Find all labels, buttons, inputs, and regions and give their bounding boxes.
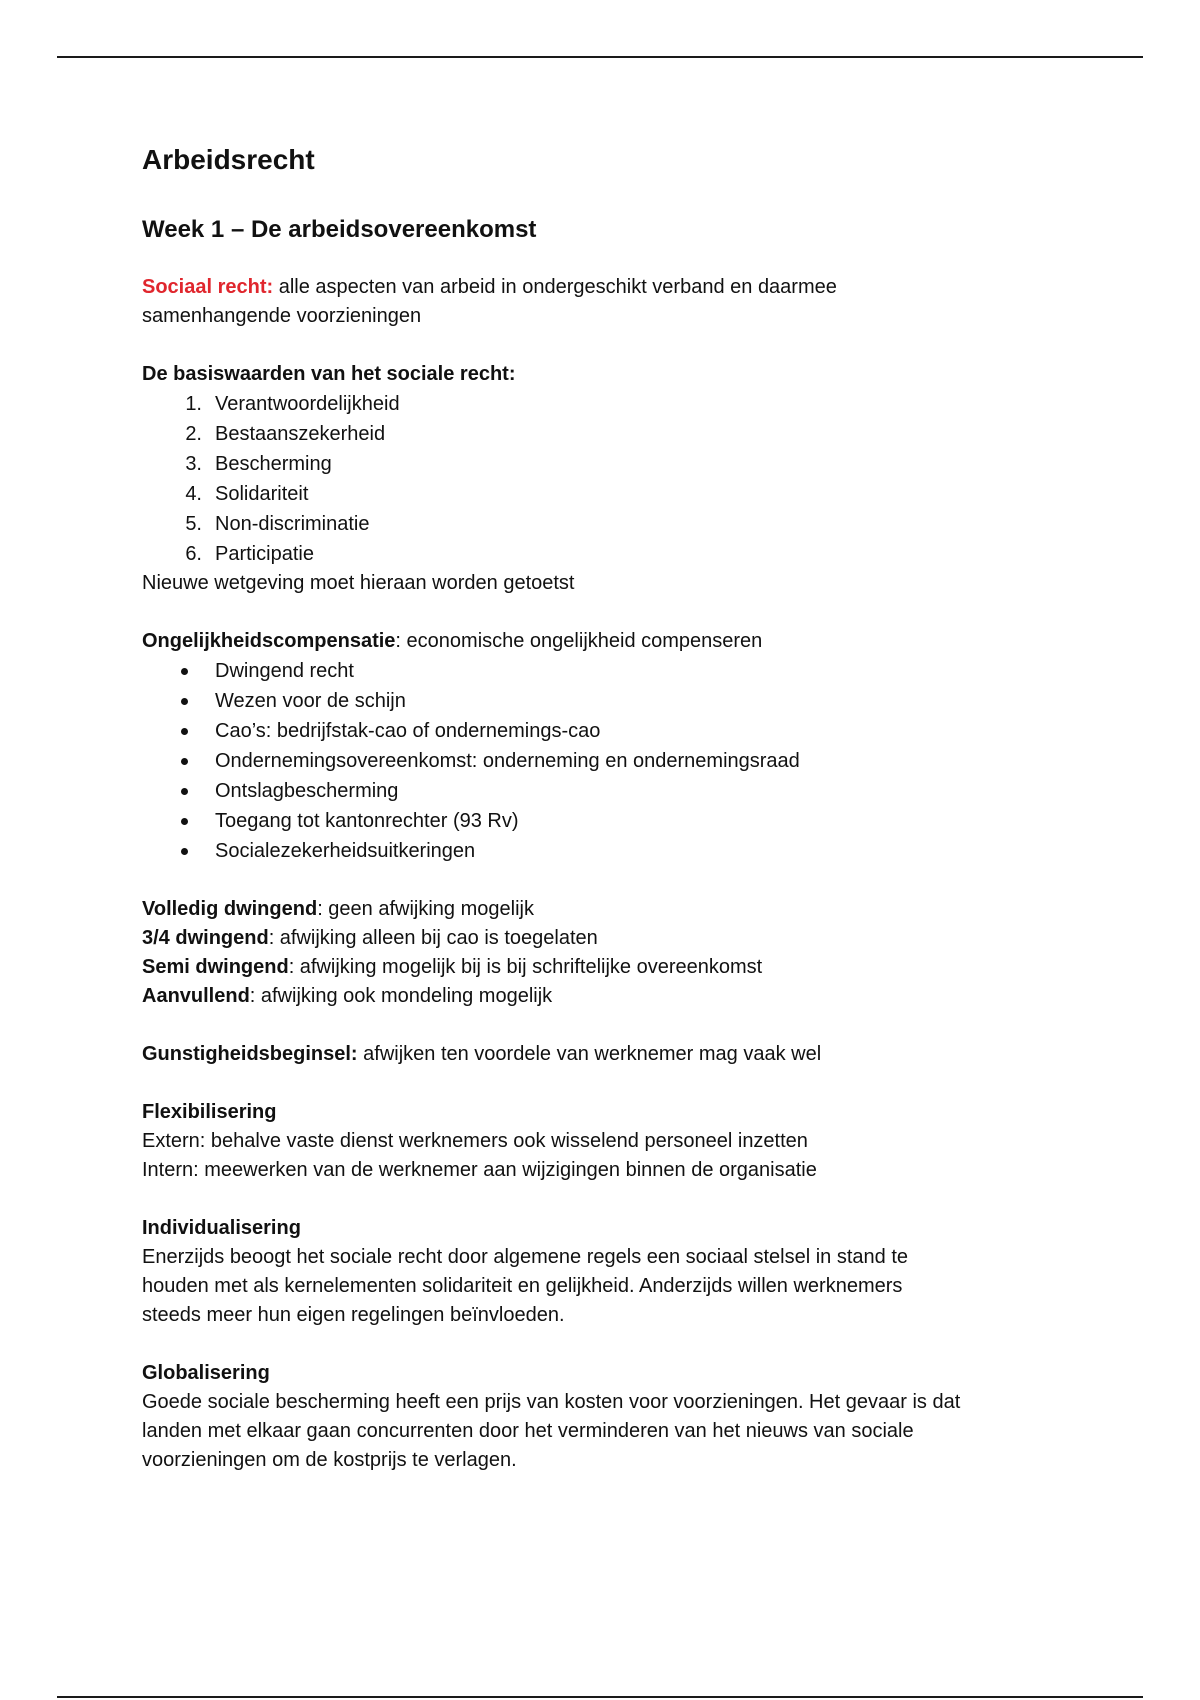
header-rule — [57, 56, 1143, 58]
gunstigheid-text: afwijken ten voordele van werknemer mag vaak wel — [357, 1043, 822, 1065]
paragraph-line: landen met elkaar gaan concurrenten door het verminderen van het nieuws van sociale — [142, 1420, 914, 1442]
list-item-label: Socialezekerheidsuitkeringen — [215, 840, 476, 862]
list-item — [142, 806, 1092, 836]
paragraph-line: Extern: behalve vaste dienst werknemers ook wisselend personeel inzetten — [142, 1130, 808, 1152]
paragraph-line: Enerzijds beoogt het sociale recht door algemene regels een sociaal stelsel in stand te — [142, 1246, 909, 1268]
list-item-label: Non-discriminatie — [215, 513, 370, 535]
globalisering-heading: Globalisering — [142, 1362, 270, 1384]
footer-rule — [57, 1696, 1143, 1698]
individualisering-section — [142, 1214, 1092, 1330]
sociaal-recht-line2: samenhangende voorzieningen — [142, 305, 422, 327]
dwingend-section — [142, 895, 1092, 1011]
document-body — [142, 140, 1092, 1504]
list-item — [142, 479, 1092, 509]
list-item — [142, 686, 1092, 716]
list-item — [142, 746, 1092, 776]
list-number: 6. — [185, 543, 202, 565]
bullet-icon — [181, 668, 188, 675]
individualisering-heading: Individualisering — [142, 1217, 301, 1239]
sociaal-recht-term: Sociaal recht: — [142, 276, 274, 298]
dwingend-term: 3/4 dwingend — [142, 927, 269, 949]
dwingend-text: : afwijking mogelijk bij is bij schriftelijke overeenkomst — [288, 956, 763, 978]
list-item-label: Bescherming — [215, 453, 332, 475]
sociaal-recht-section — [142, 273, 1092, 331]
list-item — [142, 509, 1092, 539]
dwingend-text: : geen afwijking mogelijk — [317, 898, 534, 920]
list-item-label: Dwingend recht — [215, 660, 354, 682]
bullet-icon — [181, 728, 188, 735]
basiswaarden-note: Nieuwe wetgeving moet hieraan worden getoetst — [142, 572, 575, 594]
list-item — [142, 836, 1092, 866]
dwingend-term: Aanvullend — [142, 985, 250, 1007]
bullet-icon — [181, 758, 188, 765]
flexibilisering-section — [142, 1098, 1092, 1185]
bullet-icon — [181, 848, 188, 855]
paragraph-line: Intern: meewerken van de werknemer aan wijzigingen binnen de organisatie — [142, 1159, 817, 1181]
dwingend-line — [142, 895, 1092, 924]
flexibilisering-heading: Flexibilisering — [142, 1101, 277, 1123]
dwingend-term: Volledig dwingend — [142, 898, 318, 920]
list-item-label: Participatie — [215, 543, 314, 565]
bullet-icon — [181, 698, 188, 705]
gunstigheid-section — [142, 1040, 1092, 1069]
bullet-icon — [181, 788, 188, 795]
ongelijkheid-section — [142, 627, 1092, 866]
paragraph-line: houden met als kernelementen solidariteit en gelijkheid. Anderzijds willen werknemers — [142, 1275, 903, 1297]
dwingend-line — [142, 924, 1092, 953]
list-item-label: Bestaanszekerheid — [215, 423, 386, 445]
list-number: 2. — [185, 423, 202, 445]
list-item-label: Solidariteit — [215, 483, 309, 505]
paragraph-line: voorzieningen om de kostprijs te verlagen. — [142, 1449, 517, 1471]
list-item-label: Wezen voor de schijn — [215, 690, 406, 712]
list-number: 1. — [185, 393, 202, 415]
ongelijkheid-term: Ongelijkheidscompensatie — [142, 630, 396, 652]
list-item — [142, 419, 1092, 449]
ongelijkheid-line — [142, 627, 1092, 656]
dwingend-line — [142, 953, 1092, 982]
document-title: Arbeidsrecht — [142, 144, 315, 175]
dwingend-text: : afwijking ook mondeling mogelijk — [249, 985, 553, 1007]
list-item — [142, 656, 1092, 686]
ongelijkheid-definition: : economische ongelijkheid compenseren — [395, 630, 763, 652]
basiswaarden-heading: De basiswaarden van het sociale recht: — [142, 363, 516, 385]
week-heading: Week 1 – De arbeidsovereenkomst — [142, 216, 537, 243]
dwingend-term: Semi dwingend — [142, 956, 289, 978]
gunstigheid-line — [142, 1040, 1092, 1069]
basiswaarden-section — [142, 360, 1092, 598]
list-item-label: Ontslagbescherming — [215, 780, 399, 802]
list-number: 3. — [185, 453, 202, 475]
list-item — [142, 716, 1092, 746]
bullet-icon — [181, 818, 188, 825]
list-number: 4. — [185, 483, 202, 505]
list-item — [142, 389, 1092, 419]
sociaal-recht-line1 — [142, 273, 1092, 302]
globalisering-section — [142, 1359, 1092, 1475]
dwingend-line — [142, 982, 1092, 1011]
paragraph-line: steeds meer hun eigen regelingen beïnvloeden. — [142, 1304, 565, 1326]
list-number: 5. — [185, 513, 202, 535]
gunstigheid-term: Gunstigheidsbeginsel: — [142, 1043, 358, 1065]
paragraph-line: Goede sociale bescherming heeft een prijs van kosten voor voorzieningen. Het gevaar is dat — [142, 1391, 961, 1413]
ongelijkheid-list — [142, 656, 1092, 866]
list-item — [142, 776, 1092, 806]
list-item-label: Cao’s: bedrijfstak-cao of ondernemings-cao — [215, 720, 601, 742]
list-item-label: Ondernemingsovereenkomst: onderneming en ondernemingsraad — [215, 750, 800, 772]
sociaal-recht-definition: alle aspecten van arbeid in ondergeschikt verband en daarmee — [273, 276, 837, 298]
basiswaarden-list — [142, 389, 1092, 569]
list-item — [142, 539, 1092, 569]
dwingend-text: : afwijking alleen bij cao is toegelaten — [268, 927, 598, 949]
list-item — [142, 449, 1092, 479]
list-item-label: Toegang tot kantonrechter (93 Rv) — [215, 810, 519, 832]
list-item-label: Verantwoordelijkheid — [215, 393, 400, 415]
